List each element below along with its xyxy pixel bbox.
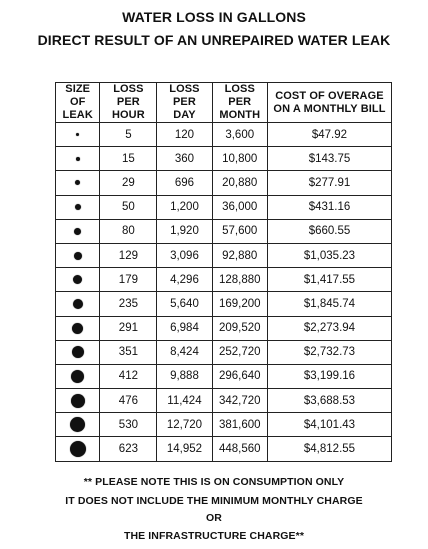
loss-per-day-cell: 1,920 [157,219,212,243]
loss-per-month-cell: 36,000 [212,195,267,219]
leak-size-dot-icon [73,275,82,284]
cost-cell: $143.75 [267,147,391,171]
loss-per-day-cell: 12,720 [157,413,212,437]
footer-note-line3: OR [206,512,222,524]
header-cost-of-overage: COST OF OVERAGE ON A MONTHLY BILL [267,83,391,123]
table-row [56,243,392,267]
table-row [56,195,392,219]
leak-size-cell [56,340,100,364]
leak-size-dot-icon [71,370,84,383]
leak-size-cell [56,147,100,171]
loss-per-hour-cell: 235 [100,292,157,316]
loss-per-month-cell: 20,880 [212,171,267,195]
loss-per-hour-cell: 80 [100,219,157,243]
leak-size-cell [56,171,100,195]
table-row [56,268,392,292]
header-loss-per-hour: LOSS PER HOUR [100,83,157,123]
cost-cell: $3,688.53 [267,389,391,413]
loss-per-hour-cell: 623 [100,437,157,461]
table-row [56,123,392,147]
footer-note-line4: THE INFRASTRUCTURE CHARGE** [123,530,305,542]
water-loss-table [55,82,392,462]
loss-per-month-cell: 381,600 [212,413,267,437]
loss-per-month-cell: 3,600 [212,123,267,147]
leak-size-cell [56,389,100,413]
table-row [56,219,392,243]
leak-size-cell [56,316,100,340]
loss-per-hour-cell: 291 [100,316,157,340]
loss-per-hour-cell: 129 [100,243,157,267]
loss-per-day-cell: 5,640 [157,292,212,316]
header-size-of-leak: SIZE OF LEAK [56,83,100,123]
leak-size-dot-icon [72,323,83,334]
cost-cell: $2,732.73 [267,340,391,364]
table-row [56,147,392,171]
header-loss-per-day: LOSS PER DAY [157,83,212,123]
loss-per-month-cell: 252,720 [212,340,267,364]
cost-cell: $3,199.16 [267,364,391,388]
leak-size-cell [56,268,100,292]
loss-per-month-cell: 209,520 [212,316,267,340]
cost-cell: $1,845.74 [267,292,391,316]
loss-per-day-cell: 8,424 [157,340,212,364]
table-header-row [56,83,392,123]
loss-per-hour-cell: 476 [100,389,157,413]
loss-per-day-cell: 120 [157,123,212,147]
leak-size-cell [56,195,100,219]
loss-per-day-cell: 14,952 [157,437,212,461]
footer-note-line2: IT DOES NOT INCLUDE THE MINIMUM MONTHLY CHARGE [65,495,363,507]
loss-per-month-cell: 10,800 [212,147,267,171]
leak-size-dot-icon [70,441,86,457]
cost-cell: $4,101.43 [267,413,391,437]
cost-cell: $277.91 [267,171,391,195]
cost-cell: $1,035.23 [267,243,391,267]
loss-per-day-cell: 696 [157,171,212,195]
cost-cell: $431.16 [267,195,391,219]
loss-per-hour-cell: 530 [100,413,157,437]
leak-size-dot-icon [75,180,80,185]
loss-per-day-cell: 360 [157,147,212,171]
loss-per-month-cell: 92,880 [212,243,267,267]
footer-note-line1: ** PLEASE NOTE THIS IS ON CONSUMPTION ONLY [83,476,345,488]
leak-size-dot-icon [74,228,81,235]
loss-per-hour-cell: 15 [100,147,157,171]
cost-cell: $660.55 [267,219,391,243]
cost-cell: $2,273.94 [267,316,391,340]
loss-per-day-cell: 9,888 [157,364,212,388]
table-row [56,364,392,388]
table-row [56,437,392,461]
loss-per-hour-cell: 29 [100,171,157,195]
cost-cell: $1,417.55 [267,268,391,292]
leak-size-dot-icon [76,157,80,161]
table-row [56,340,392,364]
table-row [56,292,392,316]
loss-per-hour-cell: 179 [100,268,157,292]
loss-per-hour-cell: 50 [100,195,157,219]
loss-per-month-cell: 57,600 [212,219,267,243]
table-row [56,389,392,413]
loss-per-month-cell: 128,880 [212,268,267,292]
page-title: WATER LOSS IN GALLONS [122,9,306,25]
leak-size-dot-icon [75,204,81,210]
leak-size-cell [56,364,100,388]
header-loss-per-month: LOSS PER MONTH [212,83,267,123]
leak-size-dot-icon [76,133,79,136]
leak-size-cell [56,219,100,243]
loss-per-hour-cell: 351 [100,340,157,364]
loss-per-hour-cell: 5 [100,123,157,147]
leak-size-dot-icon [74,252,82,260]
cost-cell: $47.92 [267,123,391,147]
table-row [56,316,392,340]
leak-size-cell [56,413,100,437]
loss-per-day-cell: 6,984 [157,316,212,340]
loss-per-month-cell: 296,640 [212,364,267,388]
loss-per-day-cell: 11,424 [157,389,212,413]
leak-size-cell [56,123,100,147]
loss-per-day-cell: 3,096 [157,243,212,267]
leak-size-cell [56,437,100,461]
loss-per-day-cell: 4,296 [157,268,212,292]
leak-size-dot-icon [71,394,85,408]
cost-cell: $4,812.55 [267,437,391,461]
page-subtitle: DIRECT RESULT OF AN UNREPAIRED WATER LEAK [37,32,391,48]
leak-size-cell [56,292,100,316]
leak-size-dot-icon [72,346,84,358]
loss-per-month-cell: 448,560 [212,437,267,461]
table-row [56,413,392,437]
leak-size-dot-icon [73,299,83,309]
leak-size-dot-icon [70,417,85,432]
table-row [56,171,392,195]
loss-per-hour-cell: 412 [100,364,157,388]
loss-per-month-cell: 169,200 [212,292,267,316]
loss-per-month-cell: 342,720 [212,389,267,413]
loss-per-day-cell: 1,200 [157,195,212,219]
leak-size-cell [56,243,100,267]
